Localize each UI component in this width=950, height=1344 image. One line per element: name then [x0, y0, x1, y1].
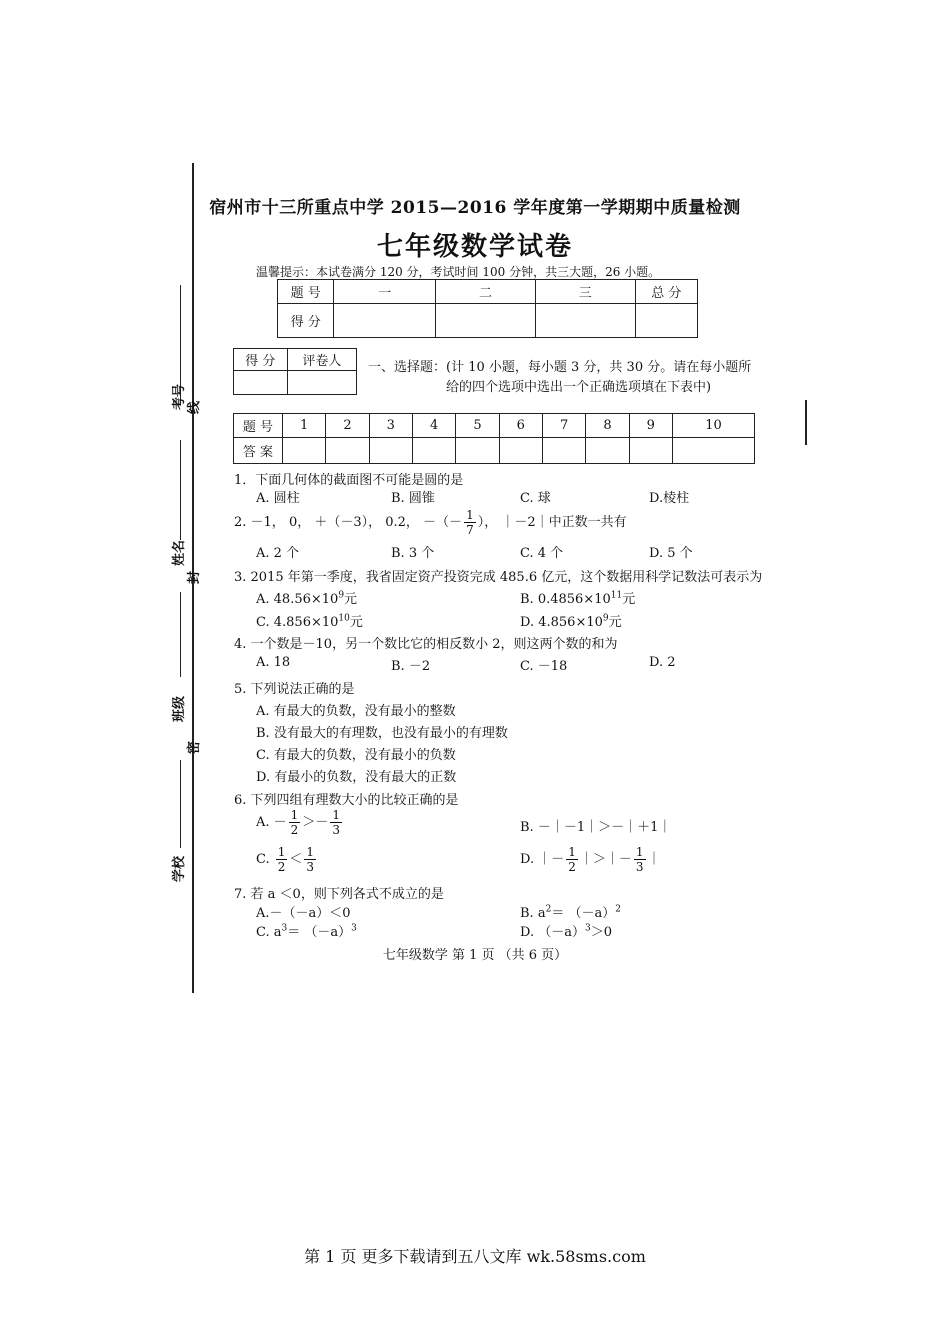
q2-stem: 2. －1， 0， ＋（－3）， 0.2， －（－ $\frac{1}{7}$ ）， ｜－2｜中正数一共有	[234, 508, 627, 537]
answer-header: 10	[672, 414, 754, 438]
grader-input[interactable]	[287, 371, 356, 395]
answer-header: 4	[412, 414, 455, 438]
answer-input[interactable]	[412, 438, 455, 464]
fraction: $\frac{1}{7}$	[466, 508, 474, 537]
q3-stem: 3. 2015 年第一季度，我省固定资产投资完成 485.6 亿元，这个数据用科学记数法可表示为	[234, 570, 763, 585]
page-number: 七年级数学 第 1 页 （共 6 页）	[382, 948, 568, 963]
q4-stem: 4. 一个数是－10，另一个数比它的相反数小 2，则这两个数的和为	[234, 637, 618, 652]
fraction: $\frac{1}{2}$	[568, 845, 576, 874]
answer-row-label: 答 案	[234, 438, 283, 464]
grader-input[interactable]	[234, 371, 288, 395]
exam-title: 宿州市十三所重点中学 2015—2016 学年度第一学期期中质量检测	[209, 198, 741, 218]
q1-option-d: D.棱柱	[649, 491, 690, 506]
score-input[interactable]	[635, 304, 697, 338]
q4-option-d: D. 2	[649, 655, 676, 670]
site-footer: 第 1 页 更多下载请到五八文库 wk.58sms.com	[304, 1247, 646, 1266]
answer-input[interactable]	[672, 438, 754, 464]
q6-option-a: A. － $\frac{1}{2}$ ＞－ $\frac{1}{3}$	[256, 808, 340, 837]
answer-header: 6	[499, 414, 542, 438]
q1-option-b: B. 圆锥	[391, 491, 435, 506]
q5-option-b: B. 没有最大的有理数，也没有最小的有理数	[256, 726, 508, 741]
label-xian: 线	[187, 400, 202, 414]
grader-header: 评卷人	[287, 349, 356, 371]
q7-option-d: D. $(-a)^3>0$	[520, 923, 612, 940]
answer-input[interactable]	[456, 438, 499, 464]
score-cell: 二	[436, 280, 536, 304]
answer-header: 7	[542, 414, 585, 438]
q4-option-c: C. －18	[520, 659, 568, 674]
answer-input[interactable]	[369, 438, 412, 464]
score-cell: 总 分	[635, 280, 697, 304]
fraction: $\frac{1}{3}$	[306, 845, 315, 874]
q7-stem: 7. 若 a ＜0，则下列各式不成立的是	[234, 887, 444, 902]
label-xingming: 姓名	[172, 539, 187, 566]
banji-underline	[180, 592, 181, 677]
answer-input[interactable]	[586, 438, 629, 464]
q1-option-c: C. 球	[520, 491, 551, 506]
score-input[interactable]	[334, 304, 436, 338]
q2-option-d: D. 5 个	[649, 546, 693, 561]
q5-stem: 5. 下列说法正确的是	[234, 682, 355, 697]
answer-table	[233, 413, 755, 464]
q6-option-c: C. $\frac{1}{2}$ ＜ $\frac{1}{3}$	[256, 845, 315, 874]
grader-table	[233, 348, 357, 395]
q7-option-b: B. $a^2= (-a)^2$	[520, 904, 621, 921]
label-banji: 班级	[172, 695, 187, 722]
q3-option-b: B. $0.4856\times 10^{11}$元	[520, 590, 636, 607]
score-cell: 一	[334, 280, 436, 304]
answer-header: 题 号	[234, 414, 283, 438]
q4-option-a: A. 18	[256, 655, 291, 670]
grader-header: 得 分	[234, 349, 288, 371]
answer-header: 3	[369, 414, 412, 438]
q4-option-b: B. －2	[391, 659, 431, 674]
q7-option-c: C. $a^3= (-a)^3$	[256, 923, 357, 940]
fraction: $\frac{1}{2}$	[290, 808, 299, 837]
q3-option-a: A. $48.56\times 10^9$元	[256, 590, 358, 607]
answer-input[interactable]	[326, 438, 369, 464]
q5-option-c: C. 有最大的负数，没有最小的负数	[256, 748, 456, 763]
xingming-underline	[180, 440, 181, 540]
q5-option-d: D. 有最小的负数，没有最大的正数	[256, 770, 457, 785]
fraction: $\frac{1}{3}$	[332, 808, 340, 837]
q6-stem: 6. 下列四组有理数大小的比较正确的是	[234, 793, 459, 808]
q6-option-d: D. ｜－ $\frac{1}{2}$ ｜＞｜－ $\frac{1}{3}$ ｜	[520, 845, 661, 874]
answer-input[interactable]	[283, 438, 326, 464]
q2-option-c: C. 4 个	[520, 546, 564, 561]
label-feng: 封	[187, 570, 202, 584]
q5-option-a: A. 有最大的负数，没有最小的整数	[256, 704, 456, 719]
label-kaohao: 考号	[172, 383, 187, 410]
exam-subtitle: 七年级数学试卷	[376, 232, 573, 262]
q1-option-a: A. 圆柱	[256, 491, 300, 506]
label-xuexiao: 学校	[172, 855, 187, 882]
q1-stem: 1．下面几何体的截面图不可能是圆的是	[234, 473, 464, 488]
section1-intro: 一、选择题：(计 10 小题，每小题 3 分，共 30 分。请在每小题所 给的四个选项中选出一个正确选项填在下表中)	[368, 360, 752, 395]
xuexiao-underline	[180, 760, 181, 848]
q3-option-c: C. $4.856\times 10^{10}$元	[256, 613, 363, 630]
q2-option-b: B. 3 个	[391, 546, 435, 561]
answer-header: 5	[456, 414, 499, 438]
label-mi: 密	[187, 740, 202, 754]
q3-option-d: D. $4.856\times 10^9$元	[520, 613, 622, 630]
q6-option-b: B. －｜－1｜＞－｜＋1｜	[520, 820, 672, 835]
fraction: $\frac{1}{2}$	[277, 845, 286, 874]
answer-input[interactable]	[542, 438, 585, 464]
score-input[interactable]	[535, 304, 635, 338]
answer-input[interactable]	[629, 438, 672, 464]
fraction: $\frac{1}{3}$	[635, 845, 644, 874]
q7-option-a: A.－（－a）＜0	[256, 906, 351, 921]
score-cell: 题 号	[278, 280, 334, 304]
score-cell: 得 分	[278, 304, 334, 338]
answer-input[interactable]	[499, 438, 542, 464]
score-table	[277, 279, 698, 338]
scan-mark	[805, 400, 807, 445]
answer-header: 1	[283, 414, 326, 438]
answer-header: 2	[326, 414, 369, 438]
answer-header: 8	[586, 414, 629, 438]
exam-tip: 温馨提示：本试卷满分 120 分，考试时间 100 分钟，共三大题，26 小题。	[256, 265, 661, 279]
q2-option-a: A. 2 个	[256, 546, 300, 561]
score-input[interactable]	[436, 304, 536, 338]
answer-header: 9	[629, 414, 672, 438]
score-cell: 三	[535, 280, 635, 304]
